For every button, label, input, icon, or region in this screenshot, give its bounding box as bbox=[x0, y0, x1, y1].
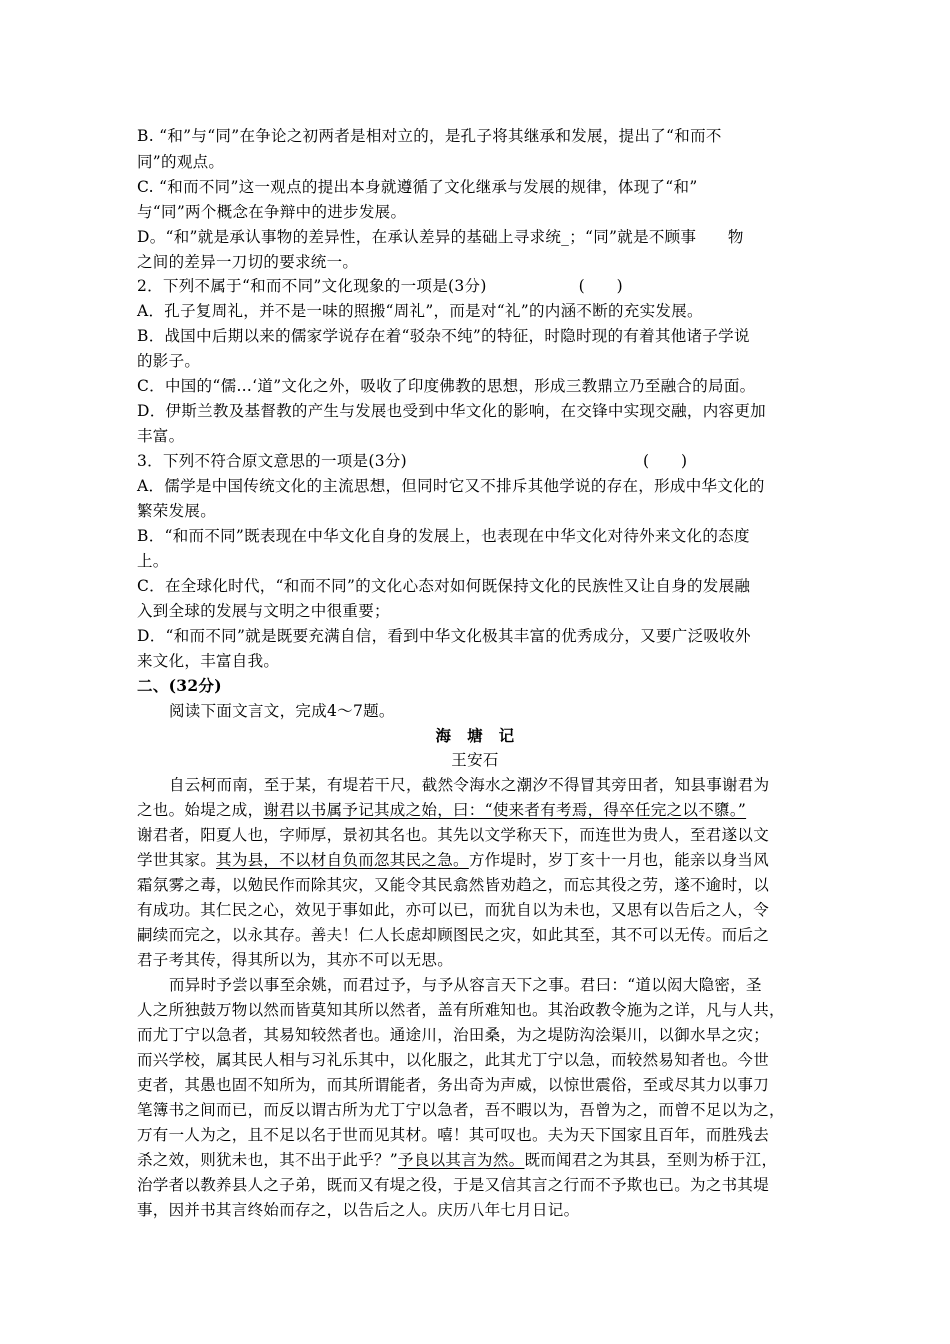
passage-author: 王安石 bbox=[451, 751, 499, 769]
passage-line bbox=[137, 800, 746, 820]
q2-stem-text: 2．下列不属于“和而不同”文化现象的一项是(3分) bbox=[137, 277, 487, 295]
q1-option-d-line1: D。“和”就是承认事物的差异性，在承认差异的基础上寻求统_；“同”就是不顾事 物 bbox=[137, 228, 744, 246]
underlined-sentence-1: 谢君以书属予记其成之始，曰：“使来者有考焉，得卒任完之以不隳。” bbox=[263, 801, 747, 819]
q2-option-c: C．中国的“儒…‘道”文化之外，吸收了印度佛教的思想，形成三教鼎立乃至融合的局面。 bbox=[137, 377, 756, 395]
passage-line: 而尤丁宁以急者，其易知较然者也。通途川，治田桑，为之堤防沟浍渠川，以御水旱之灾； bbox=[137, 1026, 770, 1044]
passage-line: 万有一人为之，且不足以名于世而见其材。嘻！其可叹也。夫为天下国家且百年，而胜残去 bbox=[137, 1126, 770, 1144]
passage-line: 霜氛雾之毒，以勉民作而除其灾，又能令其民翕然皆劝趋之，而忘其役之劳，遂不逾时，以 bbox=[137, 876, 770, 894]
q3-option-a-line1: A．儒学是中国传统文化的主流思想，但同时它又不排斥其他学说的存在，形成中华文化的 bbox=[137, 477, 765, 495]
passage-title: 海 塘 记 bbox=[435, 726, 515, 745]
q2-option-b-line1: B．战国中后期以来的儒家学说存在着“驳杂不纯”的特征，时隐时现的有着其他诸子学说 bbox=[137, 327, 750, 345]
passage-line: 自云柯而南，至于某，有堤若干尺，截然令海水之潮汐不得冒其旁田者，知县事谢君为 bbox=[169, 776, 770, 794]
q2-option-b-line2: 的影子。 bbox=[137, 352, 201, 370]
passage-line: 笔簿书之间而已，而反以谓古所为尤丁宁以急者，吾不暇以为，吾曾为之，而曾不足以为之， bbox=[137, 1101, 785, 1119]
passage-line: 而异时予尝以事至余姚，而君过予，与予从容言天下之事。君曰：“道以闳大隐密，圣 bbox=[169, 976, 762, 994]
q3-option-c-line2: 入到全球的发展与文明之中很重要； bbox=[137, 602, 390, 620]
q1-option-c-line2: 与“同”两个概念在争辩中的进步发展。 bbox=[137, 203, 407, 221]
passage-line: 治学者以教养县人之子弟，既而又有堤之役，于是又信其言之行而不予欺也已。为之书其堤 bbox=[137, 1176, 770, 1194]
q3-option-a-line2: 繁荣发展。 bbox=[137, 502, 217, 520]
q3-option-b-line1: B．“和而不同”既表现在中华文化自身的发展上，也表现在中华文化对待外来文化的态度 bbox=[137, 527, 750, 545]
underlined-sentence-3: 予良以其言为然。 bbox=[398, 1151, 525, 1169]
passage-text: 杀之效，则犹未也，其不出于此乎？” bbox=[137, 1151, 399, 1169]
q1-option-c-line1: C. “和而不同”这一观点的提出本身就遵循了文化继承与发展的规律，体现了“和” bbox=[137, 178, 698, 196]
passage-line: 事，因并书其言终始而存之，以告后之人。庆历八年七月日记。 bbox=[137, 1201, 580, 1219]
q2-option-d-line2: 丰富。 bbox=[137, 427, 185, 445]
passage-line: 谢君者，阳夏人也，字师厚，景初其名也。其先以文学称天下，而连世为贵人，至君遂以文 bbox=[137, 826, 770, 844]
q3-stem-text: 3．下列不符合原文意思的一项是(3分) bbox=[137, 452, 408, 470]
q3-option-b-line2: 上。 bbox=[137, 552, 169, 570]
q3-answer-paren: ( ) bbox=[643, 452, 688, 470]
q3-stem bbox=[137, 451, 687, 471]
section-heading: 二、(32分) bbox=[137, 676, 222, 695]
q2-stem bbox=[137, 276, 623, 296]
passage-line: 嗣续而完之，以永其存。善夫！仁人长虑却顾图民之灾，如此其至，其不可以无传。而后之 bbox=[137, 926, 770, 944]
passage-line bbox=[137, 1150, 777, 1170]
q1-option-b-line2: 同”的观点。 bbox=[137, 153, 225, 171]
passage-line: 吏者，其愚也固不知所为，而其所谓能者，务出奇为声威，以惊世震俗，至或尽其力以事刀 bbox=[137, 1076, 770, 1094]
q2-option-a: A．孔子复周礼，并不是一味的照搬“周礼”，而是对“礼”的内涵不断的充实发展。 bbox=[137, 302, 703, 320]
underlined-sentence-2: 其为县，不以材自负而忽其民之急。 bbox=[216, 851, 469, 869]
q1-option-d-line2: 之间的差异一刀切的要求统一。 bbox=[137, 253, 359, 271]
passage-line bbox=[137, 850, 769, 870]
passage-line: 而兴学校，属其民人相与习礼乐其中，以化服之，此其尤丁宁以急，而较然易知者也。今世 bbox=[137, 1051, 770, 1069]
passage-text: 既而闻君之为其县，至则为桥于江， bbox=[524, 1151, 778, 1169]
section-instruction: 阅读下面文言文，完成4～7题。 bbox=[169, 702, 395, 720]
q2-answer-paren: ( ) bbox=[578, 277, 623, 295]
passage-line: 君子考其传，得其所以为，其亦不可以无思。 bbox=[137, 951, 454, 969]
passage-text: 学世其家。 bbox=[137, 851, 217, 869]
passage-text: 之也。始堤之成， bbox=[137, 801, 264, 819]
q3-option-d-line1: D．“和而不同”就是既要充满自信，看到中华文化极其丰富的优秀成分，又要广泛吸收外 bbox=[137, 627, 751, 645]
q2-option-d-line1: D．伊斯兰教及基督教的产生与发展也受到中华文化的影响，在交锋中实现交融，内容更加 bbox=[137, 402, 766, 420]
passage-line: 人之所独鼓万物以然而皆莫知其所以然者，盖有所难知也。其治政教令施为之详，凡与人共， bbox=[137, 1001, 785, 1019]
q1-option-b-line1: B. “和”与“同”在争论之初两者是相对立的，是孔子将其继承和发展，提出了“和而不 bbox=[137, 127, 722, 145]
passage-text: 方作堤时，岁丁亥十一月也，能亲以身当风 bbox=[468, 851, 770, 869]
q3-option-c-line1: C．在全球化时代，“和而不同”的文化心态对如何既保持文化的民族性又让自身的发展融 bbox=[137, 577, 751, 595]
passage-line: 有成功。其仁民之心，效见于事如此，亦可以已，而犹自以为未也，又思有以告后之人，令 bbox=[137, 901, 770, 919]
q3-option-d-line2: 来文化，丰富自我。 bbox=[137, 652, 280, 670]
